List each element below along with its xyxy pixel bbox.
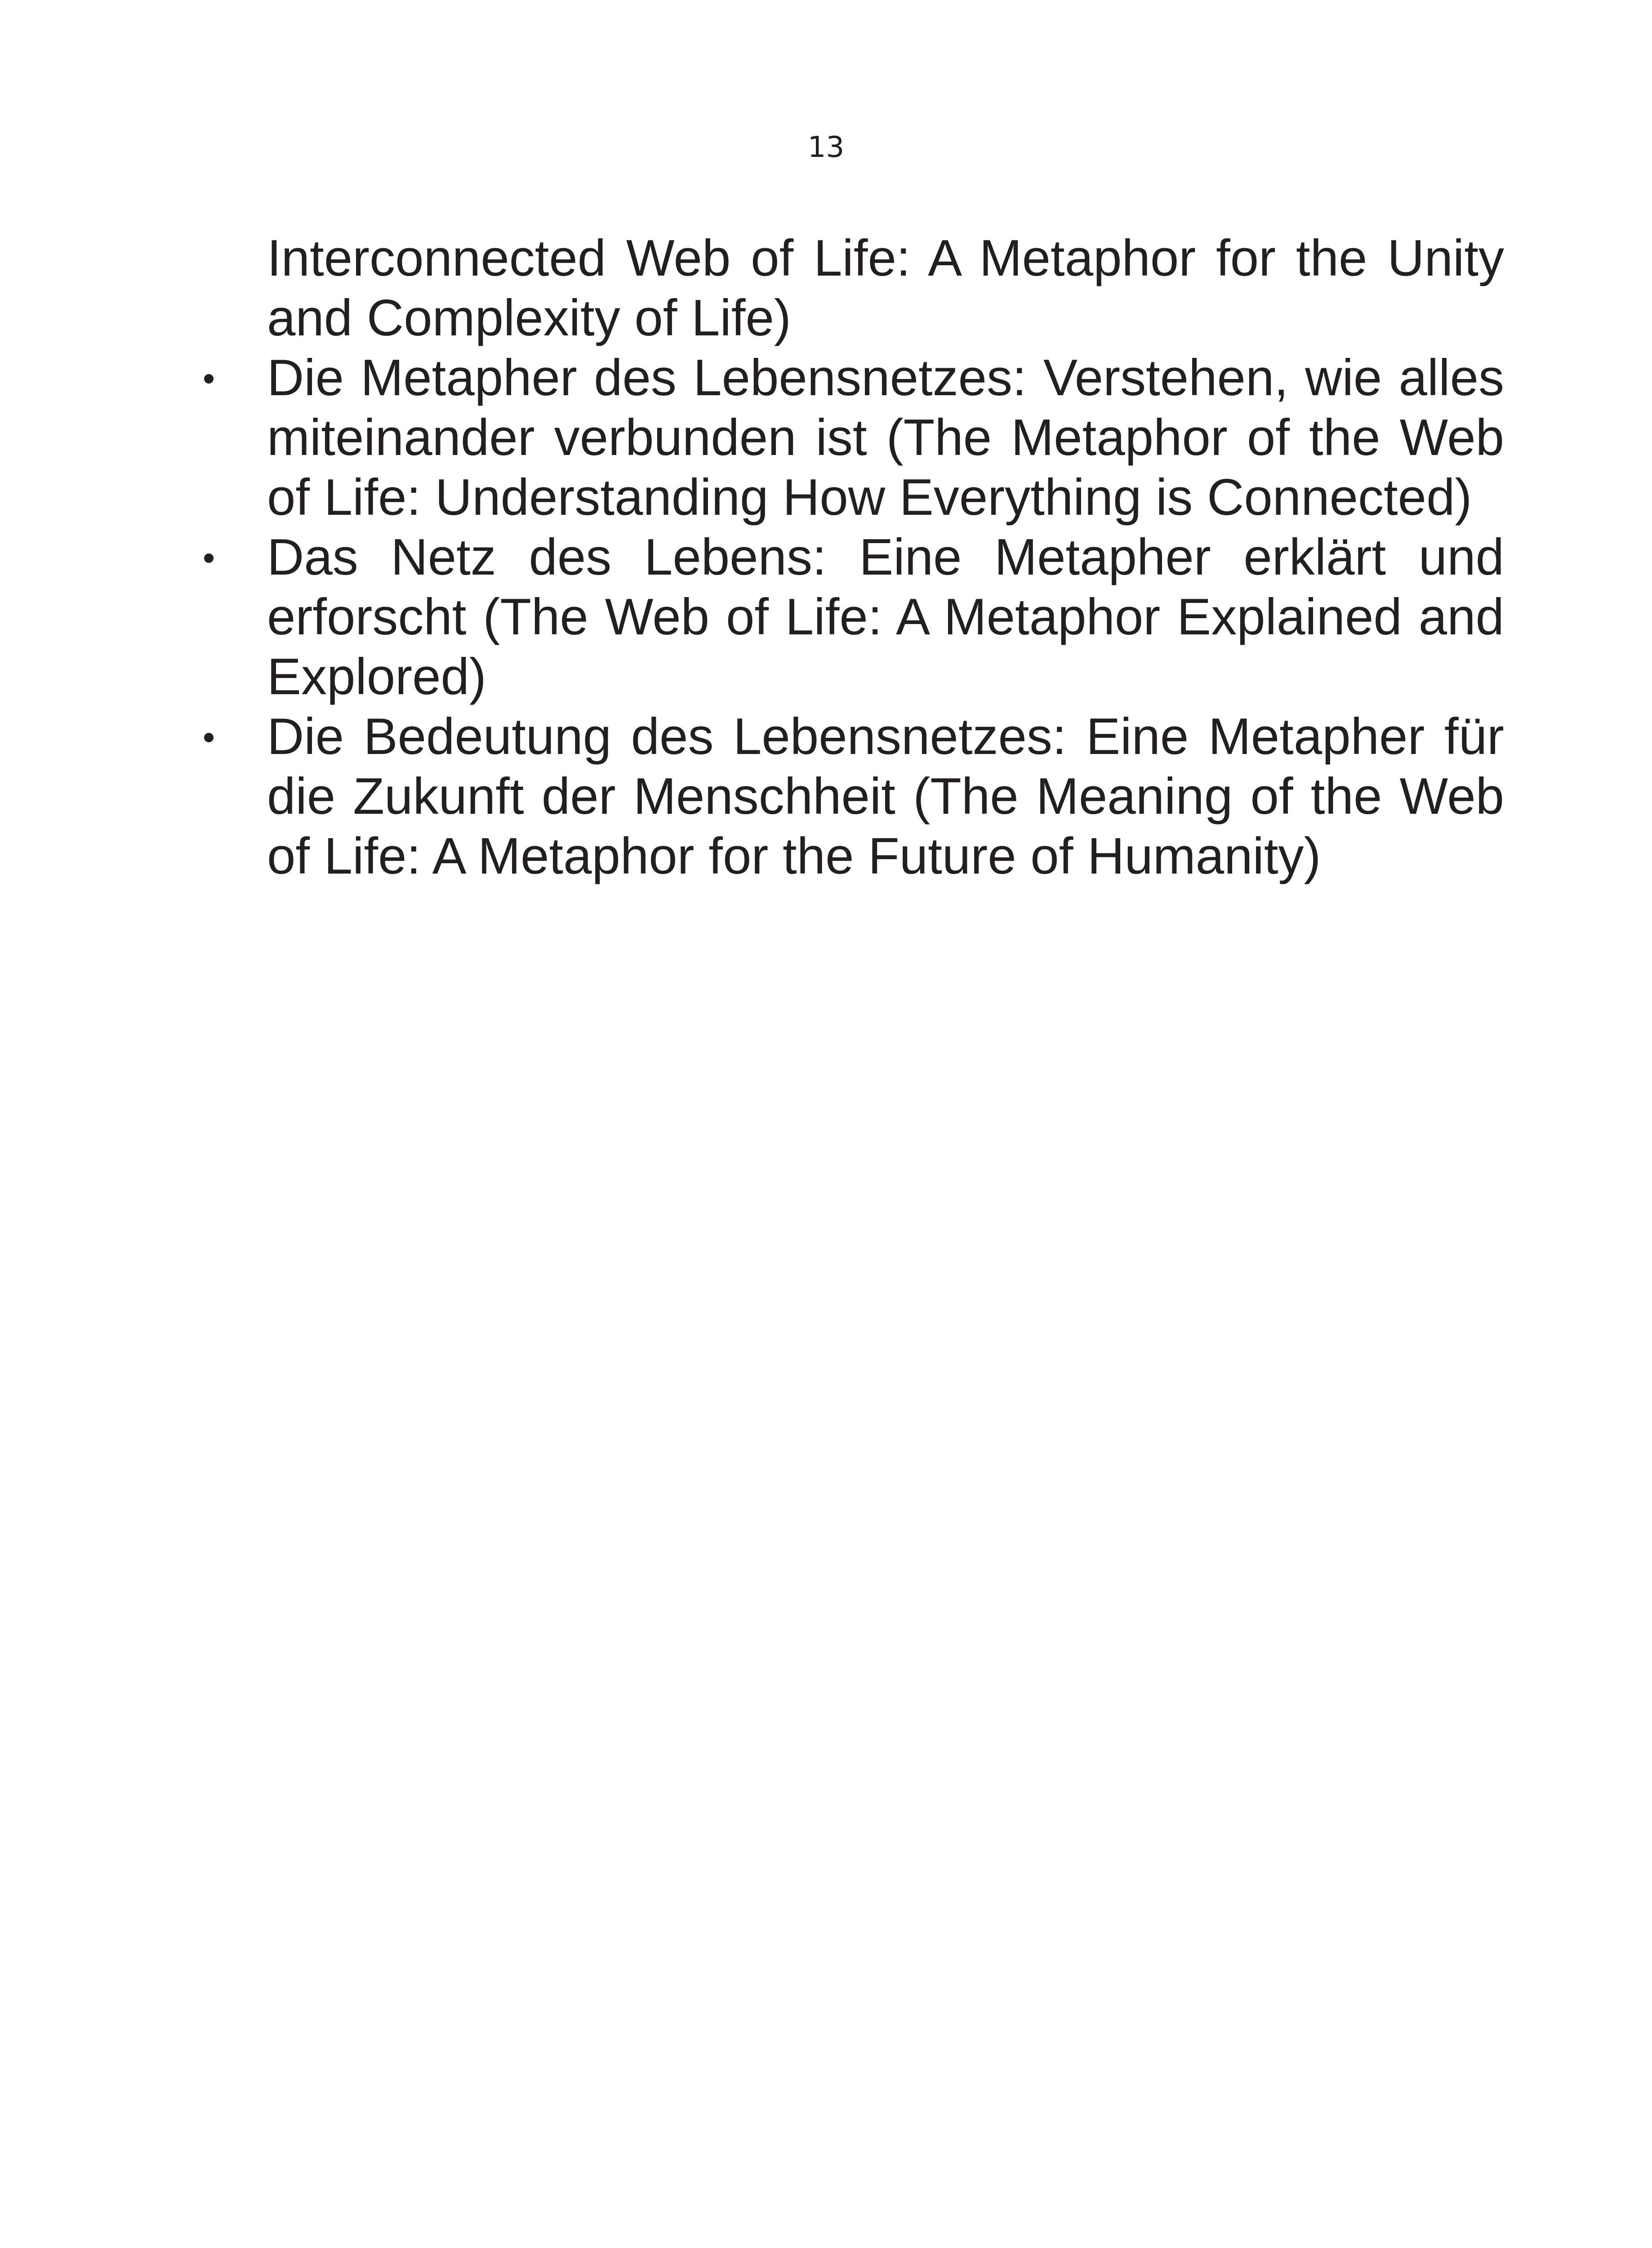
document-body (267, 228, 1504, 886)
list-item (267, 527, 1504, 707)
list-item (267, 707, 1504, 886)
bullet-list (267, 348, 1504, 886)
page-number: 13 (807, 131, 845, 164)
bullet-icon (199, 707, 217, 767)
list-item-text: Die Bedeutung des Lebensnetzes: Eine Metapher für die Zukunft der Menschheit (The Meaning of the Web of Life: A Metaphor for the Future of Humanity) (267, 708, 1504, 885)
list-item (267, 348, 1504, 527)
bullet-icon (199, 348, 217, 408)
list-item-text: Die Metapher des Lebensnetzes: Verstehen, wie alles miteinander verbunden ist (The Metaphor of the Web of Life: Understanding How Everything is Connected) (267, 349, 1504, 526)
continued-list-item-text: Interconnected Web of Life: A Metaphor for the Unity and Complexity of Life) (267, 230, 1504, 347)
list-item-text: Das Netz des Lebens: Eine Metapher erklärt und erforscht (The Web of Life: A Metaphor Explained and Explored) (267, 529, 1504, 705)
bullet-icon (199, 527, 217, 587)
